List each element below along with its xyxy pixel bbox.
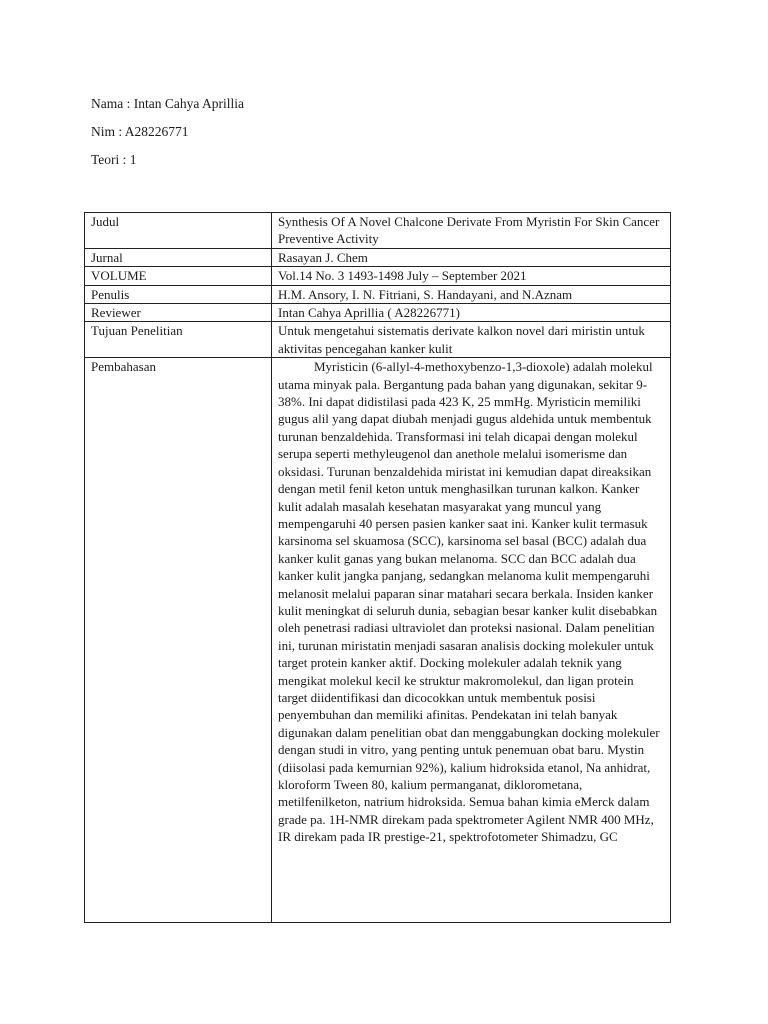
tujuan-label: Tujuan Penelitian xyxy=(85,322,272,358)
row-jurnal xyxy=(85,248,671,266)
row-judul xyxy=(85,213,671,249)
reviewer-value: Intan Cahya Aprillia ( A28226771) xyxy=(272,304,671,322)
penulis-label: Penulis xyxy=(85,285,272,303)
penulis-value: H.M. Ansory, I. N. Fitriani, S. Handayani, and N.Aznam xyxy=(272,285,671,303)
jurnal-value: Rasayan J. Chem xyxy=(272,248,671,266)
row-volume xyxy=(85,267,671,285)
pembahasan-cell xyxy=(272,358,671,923)
judul-label: Judul xyxy=(85,213,272,249)
nim-line: Nim : A28226771 xyxy=(91,124,189,139)
tujuan-value: Untuk mengetahui sistematis derivate kalkon novel dari miristin untuk aktivitas pencegahan kanker kulit xyxy=(272,322,671,358)
row-pembahasan xyxy=(85,358,671,923)
jurnal-label: Jurnal xyxy=(85,248,272,266)
row-reviewer xyxy=(85,304,671,322)
volume-label: VOLUME xyxy=(85,267,272,285)
student-info xyxy=(91,95,244,179)
row-penulis xyxy=(85,285,671,303)
pembahasan-text: Myristicin (6-allyl-4-methoxybenzo-1,3-dioxole) adalah molekul utama minyak pala. Bergantung pada bahan yang digunakan, sekitar 9-38%. Ini dapat didistilasi pada 423 K, 25 mmHg. Myristicin memiliki gugus alil yang dapat diubah menjadi gugus aldehida untuk membentuk turunan benzaldehida. Transformasi ini telah dicapai dengan molekul serupa seperti methyleugenol dan anethole melalui isomerisme dan oksidasi. Turunan benzaldehida miristat ini kemudian dapat direaksikan dengan metil fenil keton untuk menghasilkan turunan kalkon. Kanker kulit adalah masalah kesehatan masyarakat yang muncul yang mempengaruhi 40 persen pasien kanker saat ini. Kanker kulit termasuk karsinoma sel skuamosa (SCC), karsinoma sel basal (BCC) adalah dua kanker kulit ganas yang bukan melanoma. SCC dan BCC adalah dua kanker kulit jangka panjang, sedangkan melanoma kulit mempengaruhi melanosit melalui paparan sinar matahari secara berkala. Insiden kanker kulit meningkat di seluruh dunia, sebagian besar kanker kulit disebabkan oleh penetrasi radiasi ultraviolet dan proteksi nasional. Dalam penelitian ini, turunan miristatin menjadi sasaran analisis docking molekuler untuk target protein kanker aktif. Docking molekuler adalah teknik yang mengikat molekul kecil ke struktur makromolekul, dan ligan protein target diidentifikasi dan dicocokkan untuk membentuk posisi penyembuhan dan memiliki afinitas. Pendekatan ini telah banyak digunakan dalam penelitian obat dan menggabungkan docking molekuler dengan studi in vitro, yang penting untuk penemuan obat baru. Mystin (diisolasi pada kemurnian 92%), kalium hidroksida etanol, Na anhidrat, kloroform Tween 80, kalium permanganat, diklorometana, metilfenilketon, natrium hidroksida. Semua bahan kimia eMerck dalam grade pa. 1H-NMR direkam pada spektrometer Agilent NMR 400 MHz, IR direkam pada IR prestige-21, spektrofotometer Shimadzu, GC xyxy=(278,359,660,845)
volume-value: Vol.14 No. 3 1493-1498 July – September 2021 xyxy=(272,267,671,285)
judul-value: Synthesis Of A Novel Chalcone Derivate From Myristin For Skin Cancer Preventive Activity xyxy=(272,213,671,249)
reviewer-label: Reviewer xyxy=(85,304,272,322)
teori-line: Teori : 1 xyxy=(91,152,137,167)
row-tujuan xyxy=(85,322,671,358)
pembahasan-label: Pembahasan xyxy=(85,358,272,923)
review-table xyxy=(84,212,671,923)
nama-line: Nama : Intan Cahya Aprillia xyxy=(91,96,244,111)
